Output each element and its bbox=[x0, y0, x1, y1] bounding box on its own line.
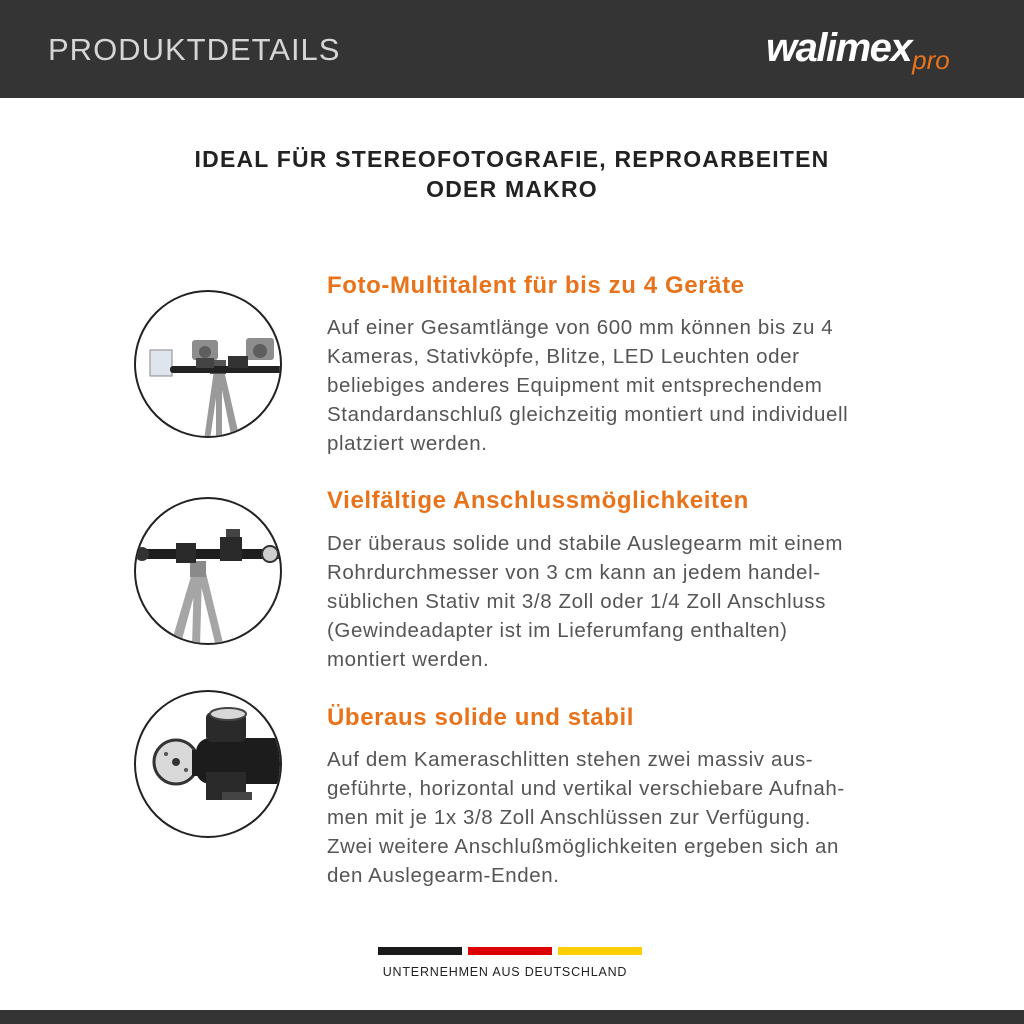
feature-title-multitalent: Foto-Multitalent für bis zu 4 Geräte bbox=[327, 272, 745, 299]
feature-body-multitalent: Auf einer Gesamtlänge von 600 mm können bis zu 4 Kameras, Stativköpfe, Blitze, LED Leuchten oder beliebiges anderes Equipment mit entsprechendem Standardanschluß gleichzeitig montiert und individuell platziert werden. bbox=[327, 316, 849, 455]
page-title: PRODUKTDETAILS bbox=[48, 32, 341, 67]
feature-body-solide: Auf dem Kameraschlitten stehen zwei massiv aus- geführte, horizontal und vertikal verschiebare Aufnah- men mit je 1x 3/8 Zoll Anschlüssen zur Verfügung. Zwei weitere Anschlußmöglichkeiten ergeben sich an den Auslegearm-Enden. bbox=[327, 748, 845, 887]
feature-title-anschluss: Vielfältige Anschlussmöglichkeiten bbox=[327, 487, 749, 514]
headline-line-2: ODER MAKRO bbox=[426, 176, 598, 202]
flag-stripe-black bbox=[378, 947, 462, 955]
headline bbox=[0, 144, 1024, 204]
footer-tagline: UNTERNEHMEN AUS DEUTSCHLAND bbox=[382, 965, 628, 979]
brand-logo bbox=[766, 26, 950, 74]
header-bar bbox=[0, 0, 1024, 98]
feature-body-anschluss: Der überaus solide und stabile Auslegearm mit einem Rohrdurchmesser von 3 cm kann an jedem handel- süblichen Stativ mit 3/8 Zoll oder 1/4 Zoll Anschluss (Gewindeadapter ist im Lieferumfang enthalten) montiert werden. bbox=[327, 532, 844, 671]
flag-stripe-red bbox=[468, 947, 552, 955]
headline-line-1: IDEAL FÜR STEREOFOTOGRAFIE, REPROARBEITEN bbox=[194, 146, 830, 172]
bottom-bar bbox=[0, 1010, 1024, 1024]
camera-slide-closeup-icon bbox=[134, 690, 282, 838]
feature-title-solide: Überaus solide und stabil bbox=[327, 704, 635, 731]
logo-suffix: pro bbox=[912, 45, 950, 75]
extension-arm-icon bbox=[134, 497, 282, 645]
flag-stripe-gold bbox=[558, 947, 642, 955]
tripod-with-cameras-icon bbox=[134, 290, 282, 438]
logo-wordmark: walimex bbox=[766, 26, 912, 70]
